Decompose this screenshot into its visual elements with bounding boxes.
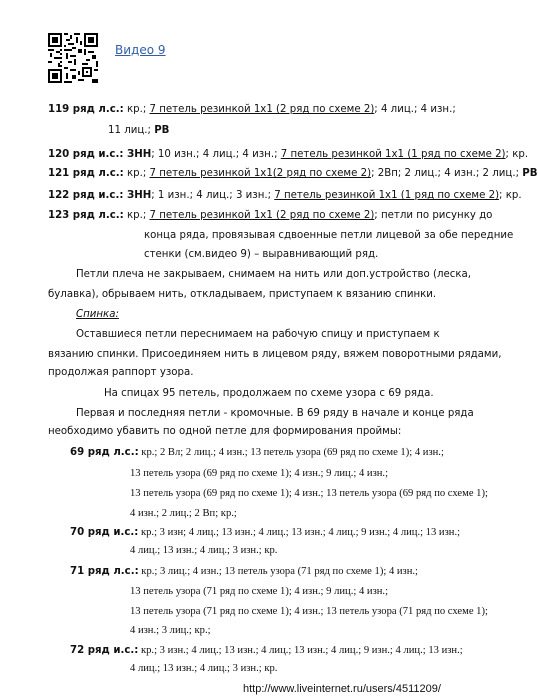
paragraph-shoulder-1: Петли плеча не закрываем, снимаем на нить или доп.устройство (леска, (76, 269, 471, 280)
back-row-69-cont-1: 13 петель узора (69 ряд по схеме 1); 4 изн.; 9 лиц.; 4 изн.; (130, 468, 389, 479)
back-row-69: 69 ряд л.с.: кр.; 2 Вл; 2 лиц.; 4 изн.; 13 петель узора (69 ряд по схеме 1); 4 изн.; (70, 447, 444, 458)
paragraph-back-2: вязанию спинки. Присоединяем нить в лицевом ряду, вяжем поворотными рядами, (48, 349, 502, 360)
row-122-label: 122 ряд и.с.: ЗНН (48, 190, 152, 201)
row-120-label: 120 ряд и.с.: ЗНН (48, 149, 152, 160)
back-row-72: 72 ряд и.с.: кр.; 3 изн.; 4 лиц.; 13 изн.; 4 лиц.; 13 изн.; 4 лиц.; 9 изн.; 4 лиц.; 13 изн.; (70, 645, 463, 656)
paragraph-back-3: продолжая раппорт узора. (48, 367, 194, 378)
back-row-69-cont-3: 4 изн.; 2 лиц.; 2 Вп; кр.; (130, 508, 237, 519)
paragraph-stitches: На спицах 95 петель, продолжаем по схеме узора с 69 ряда. (104, 388, 434, 399)
paragraph-edge-1: Первая и последняя петли - кромочные. В 69 ряду в начале и конце ряда (76, 408, 474, 419)
back-row-69-cont-2: 13 петель узора (69 ряд по схеме 1); 4 изн.; 13 петель узора (69 ряд по схеме 1); (130, 488, 488, 499)
paragraph-shoulder-2: булавка), обрываем нить, откладываем, приступаем к вязанию спинки. (48, 289, 437, 300)
section-title-back: Спинка: (76, 309, 119, 320)
row-122: 122 ряд и.с.: ЗНН; 1 изн.; 4 лиц.; 3 изн.; 7 петель резинкой 1х1 (1 ряд по схеме 2); кр. (48, 190, 522, 201)
back-row-71-cont-3: 4 изн.; 3 лиц.; кр.; (130, 625, 211, 636)
back-row-71-cont-2: 13 петель узора (71 ряд по схеме 1); 4 изн.; 13 петель узора (71 ряд по схеме 1); (130, 606, 488, 617)
source-url[interactable]: http://www.liveinternet.ru/users/4511209/ (243, 683, 441, 695)
back-row-69-label: 69 ряд л.с.: (70, 447, 139, 458)
back-row-72-cont: 4 лиц.; 13 изн.; 4 лиц.; 3 изн.; кр. (130, 663, 278, 674)
back-row-71-cont-1: 13 петель узора (71 ряд по схеме 1); 4 изн.; 9 лиц.; 4 изн.; (130, 586, 389, 597)
row-123-label: 123 ряд л.с.: (48, 210, 124, 221)
back-row-71-label: 71 ряд л.с.: (70, 566, 139, 577)
qr-code-icon (48, 33, 98, 83)
row-123-cont-2: стенки (см.видео 9) – выравнивающий ряд. (144, 249, 379, 260)
back-row-72-label: 72 ряд и.с.: (70, 645, 139, 656)
back-row-70: 70 ряд и.с.: кр.; 3 изн; 4 лиц.; 13 изн.; 4 лиц.; 13 изн.; 4 лиц.; 9 изн.; 4 лиц.; 13 изн.; (70, 527, 461, 538)
row-120: 120 ряд и.с.: ЗНН; 10 изн.; 4 лиц.; 4 изн.; 7 петель резинкой 1х1 (1 ряд по схеме 2); кр. (48, 149, 529, 160)
row-119: 119 ряд л.с.: кр.; 7 петель резинкой 1х1 (2 ряд по схеме 2); 4 лиц.; 4 изн.; (48, 104, 456, 115)
row-123: 123 ряд л.с.: кр.; 7 петель резинкой 1х1 (2 ряд по схеме 2); петли по рисунку до (48, 210, 493, 221)
back-row-70-cont: 4 лиц.; 13 изн.; 4 лиц.; 3 изн.; кр. (130, 545, 278, 556)
back-row-70-label: 70 ряд и.с.: (70, 527, 139, 538)
row-119-rib: 7 петель резинкой 1х1 (2 ряд по схеме 2) (149, 104, 375, 115)
row-123-cont-1: конца ряда, провязывая сдвоенные петли лицевой за обе передние (144, 230, 514, 241)
row-119-label: 119 ряд л.с.: (48, 104, 124, 115)
video-link[interactable]: Видео 9 (115, 43, 166, 57)
row-121: 121 ряд л.с.: кр.; 7 петель резинкой 1х1(2 ряд по схеме 2); 2Вп; 2 лиц.; 4 изн.; 2 лиц.; РВ (48, 168, 538, 179)
paragraph-edge-2: необходимо убавить по одной петле для формирования проймы: (48, 426, 402, 437)
back-row-71: 71 ряд л.с.: кр.; 3 лиц.; 4 изн.; 13 петель узора (71 ряд по схеме 1); 4 изн.; (70, 566, 419, 577)
paragraph-back-1: Оставшиеся петли переснимаем на рабочую спицу и приступаем к (76, 329, 440, 340)
row-121-label: 121 ряд л.с.: (48, 168, 124, 179)
row-119-cont: 11 лиц.; РВ (108, 125, 170, 136)
